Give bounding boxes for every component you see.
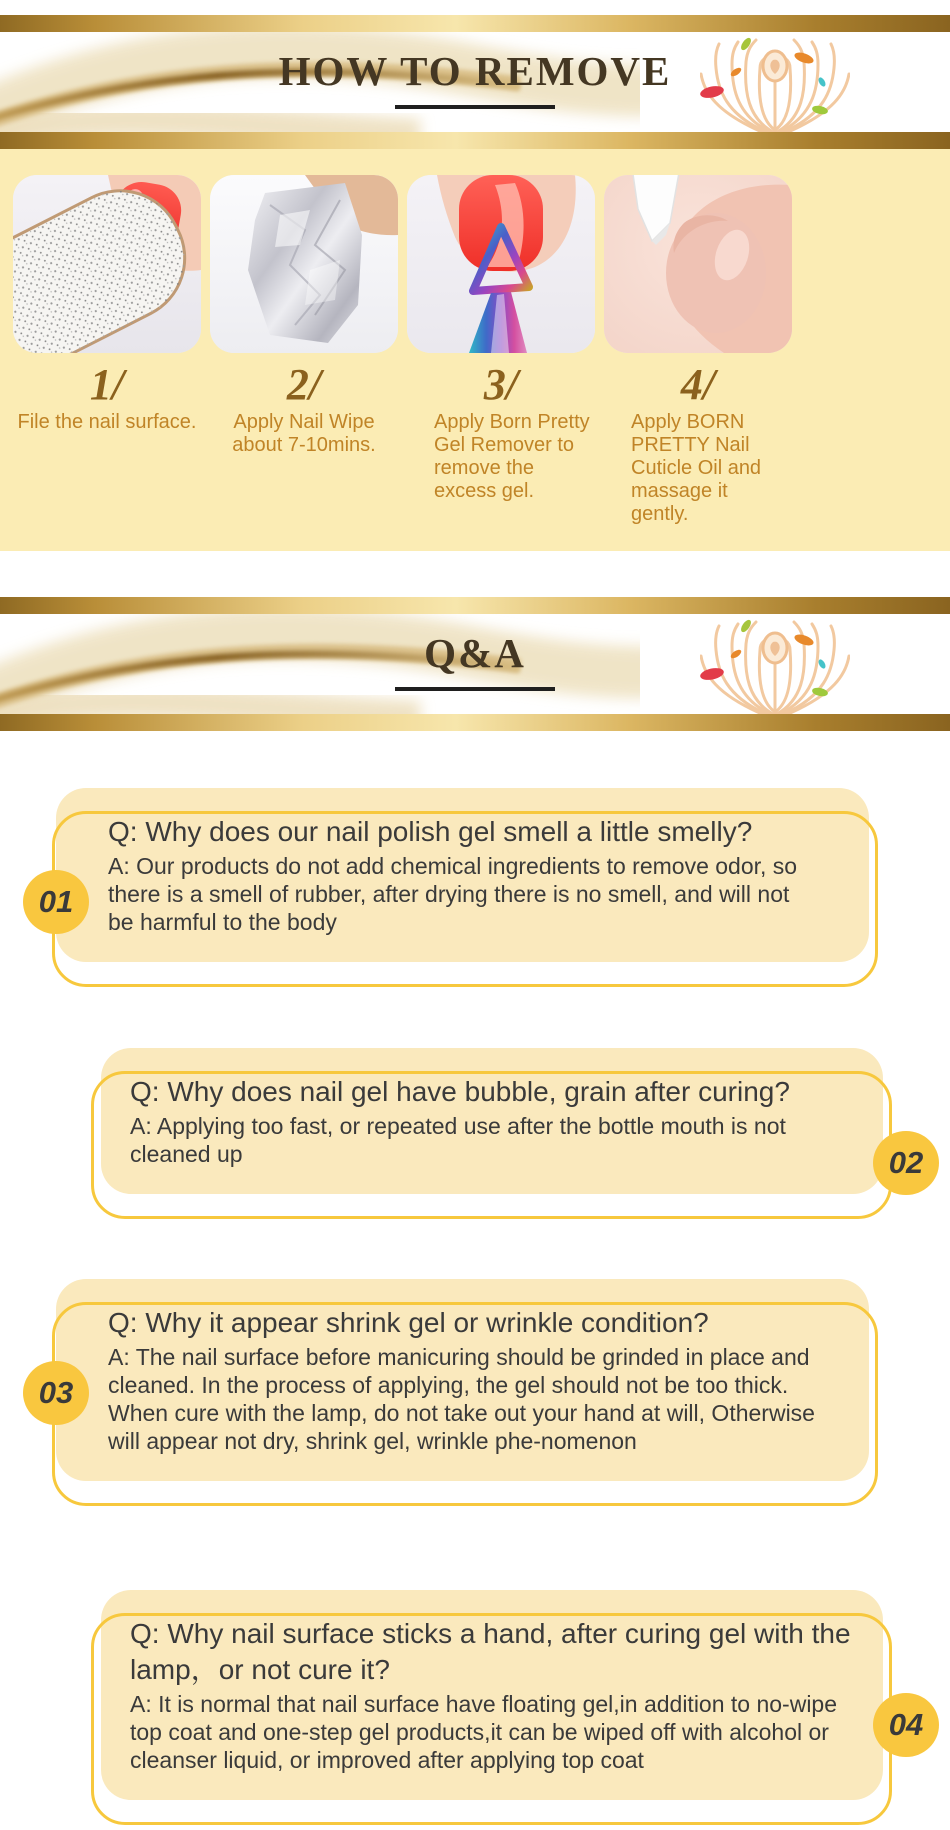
- answer-text: A: It is normal that nail surface have floating gel,in addition to no-wipe top coat and one-step gel products,it can be wiped off with alcohol or cleanser liquid, or improved after applying top coat: [130, 1691, 838, 1773]
- title-underline: [395, 105, 555, 109]
- qa-card-2: [101, 1048, 924, 1194]
- gold-bar-divider: [0, 132, 950, 149]
- remove-steps-section: [0, 149, 950, 551]
- gold-bar-divider: [0, 714, 950, 731]
- qa-card-content: [56, 1279, 869, 1481]
- qa-number-badge: 04: [873, 1693, 939, 1757]
- question-text: Q: Why does our nail polish gel smell a little smelly?: [108, 816, 753, 847]
- step-1: [13, 175, 201, 526]
- qa-card-content: [56, 788, 869, 962]
- how-to-remove-banner: [0, 32, 950, 132]
- step-3: [407, 175, 595, 526]
- section-title: HOW TO REMOVE: [278, 48, 672, 94]
- steps-row: [13, 175, 793, 526]
- qa-card-4: [101, 1590, 924, 1800]
- step-4-photo: [604, 175, 792, 353]
- qa-card-3: [38, 1279, 869, 1481]
- step-2: [210, 175, 398, 526]
- step-3-number: 3/: [483, 360, 519, 409]
- qa-card-content: [101, 1590, 883, 1800]
- qa-section: [0, 731, 950, 1800]
- step-4: [604, 175, 792, 526]
- qa-number-badge: 01: [23, 870, 89, 934]
- question-text: Q: Why does nail gel have bubble, grain after curing?: [130, 1076, 790, 1107]
- qa-number-badge: 02: [873, 1131, 939, 1195]
- step-3-photo: [407, 175, 595, 353]
- step-4-number: 4/: [680, 360, 716, 409]
- qa-banner: [0, 614, 950, 714]
- gold-bar-divider: [0, 15, 950, 32]
- step-4-caption: Apply BORN PRETTY Nail Cuticle Oil and massage it gently.: [631, 411, 762, 525]
- gold-bar-divider: [0, 597, 950, 614]
- qa-card-1: [38, 788, 869, 962]
- qa-card-content: [101, 1048, 883, 1194]
- question-text: Q: Why it appear shrink gel or wrinkle condition?: [108, 1307, 709, 1338]
- title-underline: [395, 687, 555, 691]
- qa-number-badge: 03: [23, 1361, 89, 1425]
- white-gap: [0, 551, 950, 597]
- step-3-caption: Apply Born Pretty Gel Remover to remove the excess gel.: [434, 411, 590, 502]
- step-1-photo: [13, 175, 201, 353]
- question-text: Q: Why nail surface sticks a hand, after curing gel with the lamp，or not cure it?: [130, 1618, 851, 1685]
- step-1-number: 1/: [89, 360, 125, 409]
- step-1-caption: File the nail surface.: [17, 411, 197, 433]
- answer-text: A: The nail surface before manicuring should be grinded in place and cleaned. In the process of applying, the gel should not be too thick. When cure with the lamp, do not take out your hand at will, Otherwise will appear not dry, shrink gel, wrinkle phe-nomenon: [108, 1344, 815, 1454]
- answer-text: A: Applying too fast, or repeated use after the bottle mouth is not cleaned up: [130, 1113, 786, 1167]
- step-2-photo: [210, 175, 398, 353]
- answer-text: A: Our products do not add chemical ingredients to remove odor, so there is a smell of rubber, after drying there is no smell, and will not be harmful to the body: [108, 853, 798, 935]
- step-2-caption: Apply Nail Wipe about 7-10mins.: [232, 411, 376, 456]
- step-2-number: 2/: [286, 360, 322, 409]
- section-title: Q&A: [424, 630, 526, 676]
- top-margin: [0, 0, 950, 15]
